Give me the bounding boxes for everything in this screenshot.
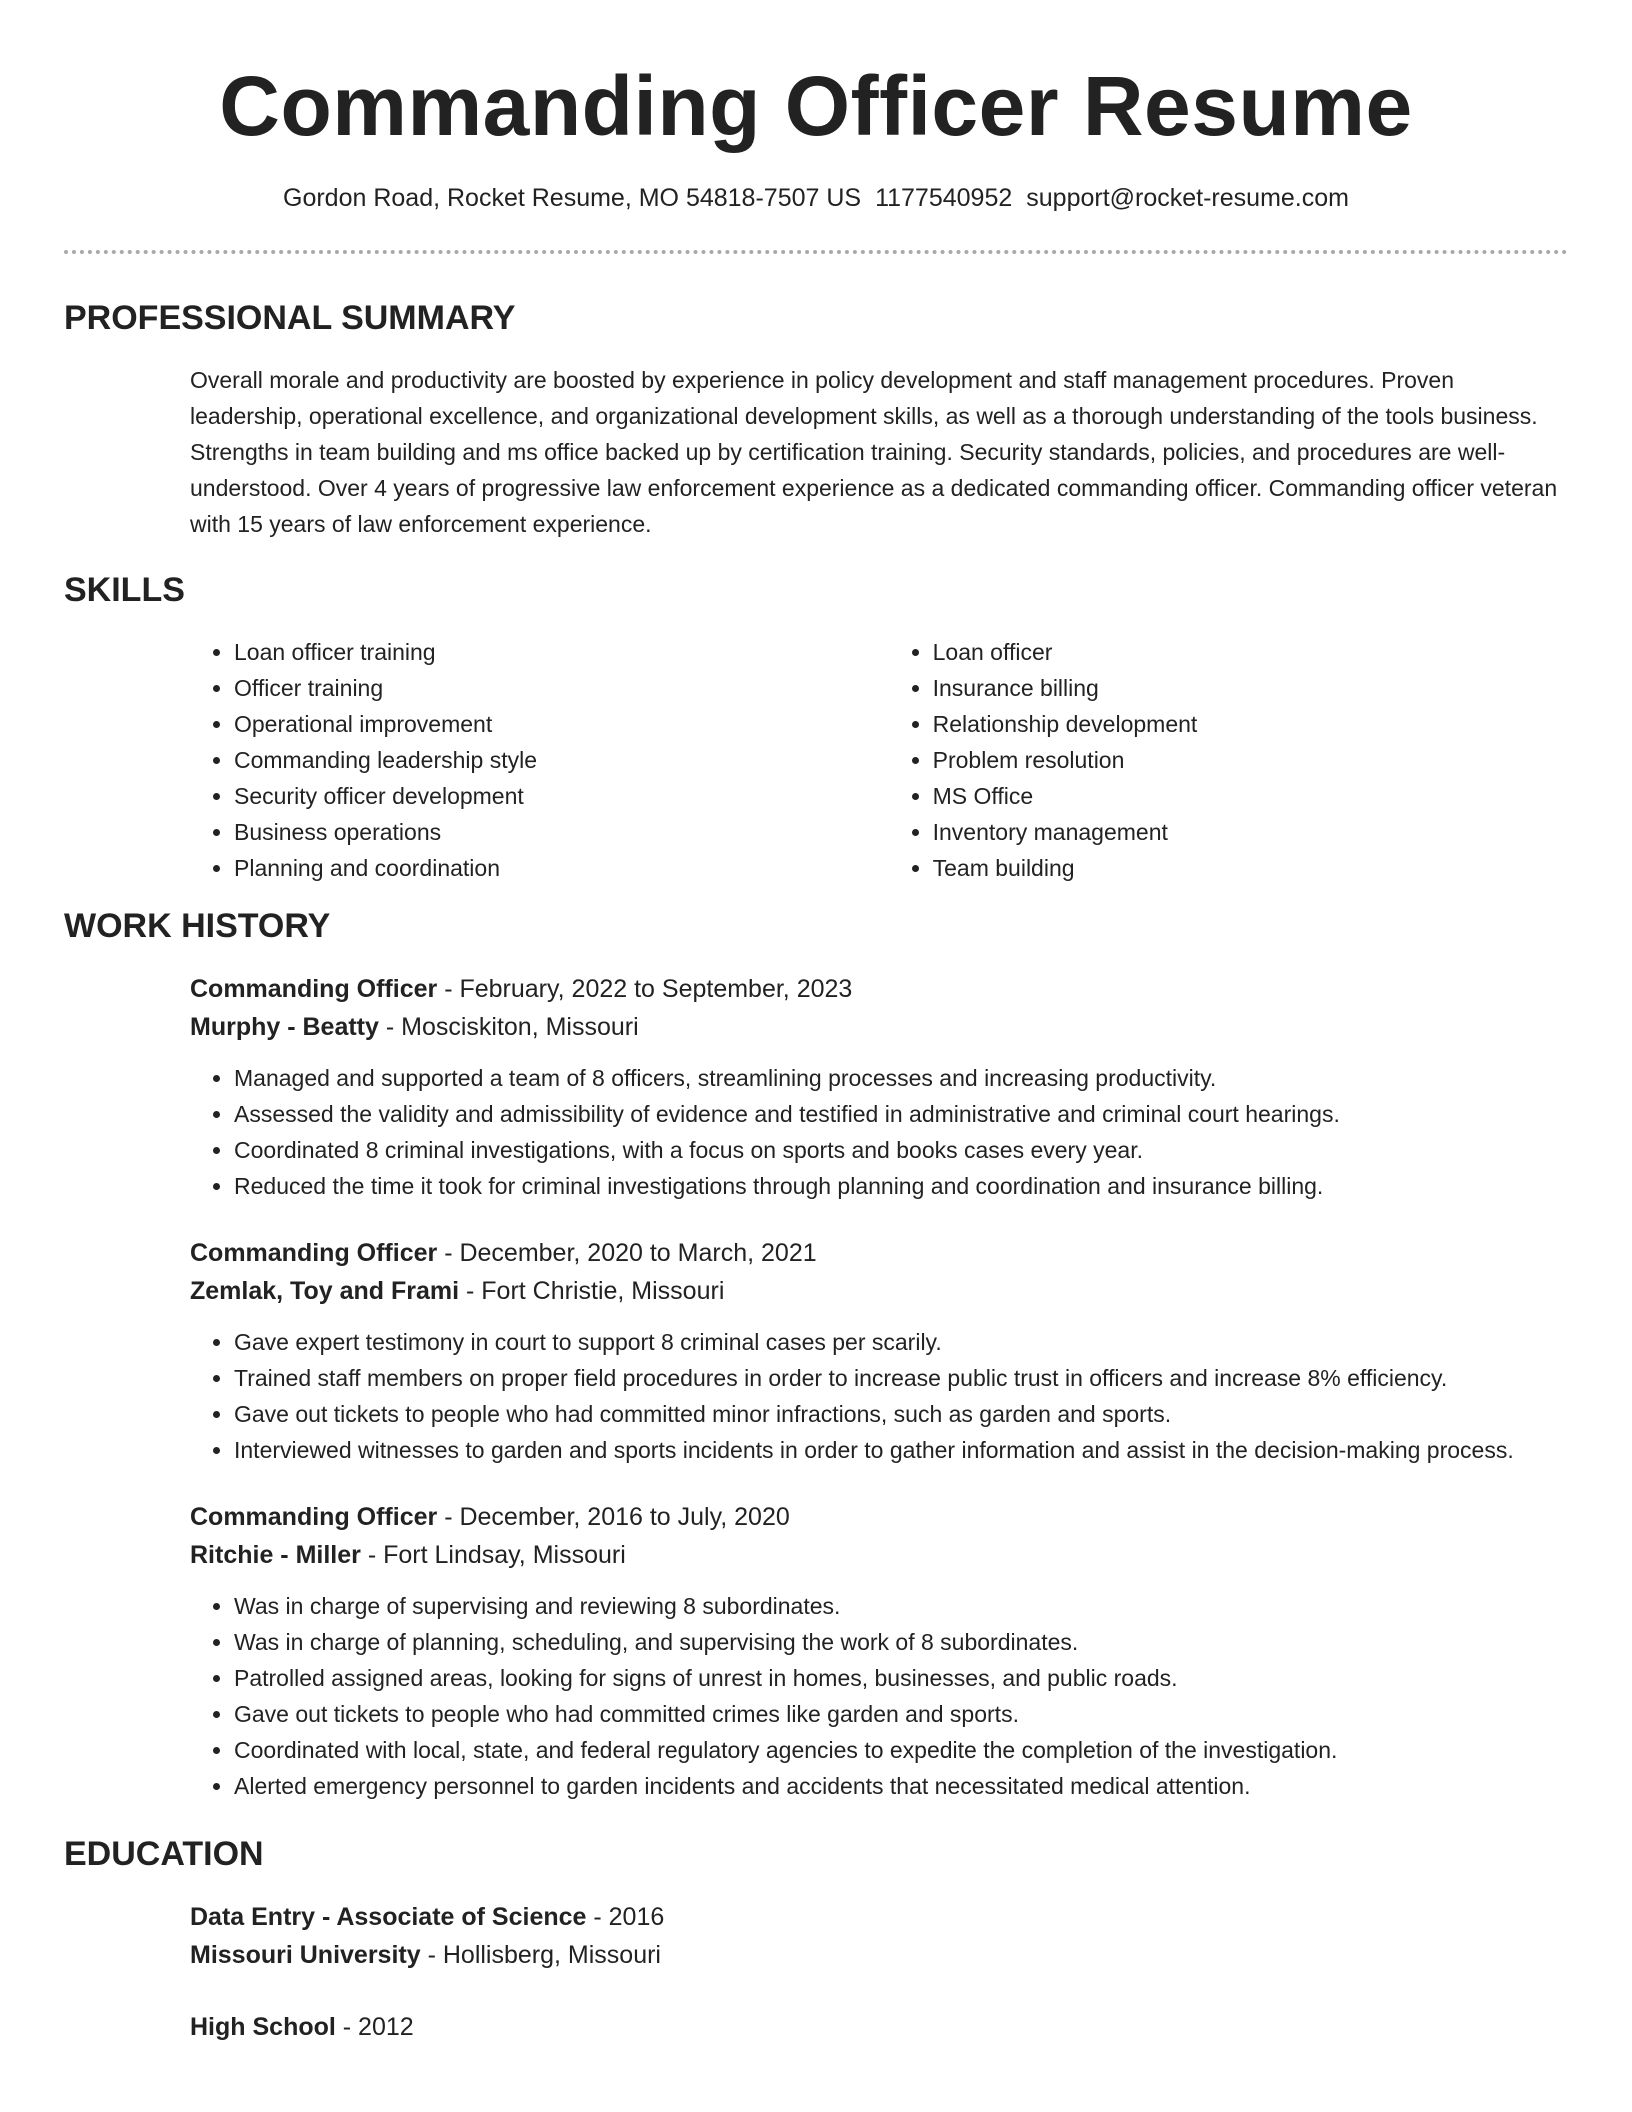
education-school: Missouri University (190, 1941, 421, 1969)
job-title: Commanding Officer (190, 1239, 438, 1267)
skill-item: • Operational improvement (234, 706, 889, 742)
job-company-line (190, 1536, 1568, 1574)
summary-heading: PROFESSIONAL SUMMARY (64, 299, 516, 337)
job-bullets (190, 1060, 1568, 1204)
education-school-line (190, 1936, 1568, 1974)
education-location: - Hollisberg, Missouri (420, 1941, 661, 1969)
education-entry (190, 2008, 1568, 2046)
header-divider (64, 250, 1568, 254)
job-company: Ritchie - Miller (190, 1541, 361, 1569)
education-degree-line (190, 2008, 1568, 2046)
job-location: - Fort Christie, Missouri (459, 1277, 725, 1305)
job-location: - Mosciskiton, Missouri (378, 1013, 639, 1041)
skills-columns (190, 634, 1568, 886)
skill-item: • Loan officer training (234, 634, 889, 670)
skills-right-list (889, 634, 1568, 886)
work-heading: WORK HISTORY (64, 907, 331, 945)
education-heading: EDUCATION (64, 1835, 264, 1873)
job-title: Commanding Officer (190, 975, 438, 1003)
job-entry (190, 970, 1568, 1204)
skill-item: • Problem resolution (933, 742, 1568, 778)
skill-item: • Inventory management (933, 814, 1568, 850)
education-year: - 2012 (335, 2013, 414, 2041)
job-bullets (190, 1324, 1568, 1468)
job-location: - Fort Lindsay, Missouri (360, 1541, 626, 1569)
resume-title: Commanding Officer Resume (219, 59, 1413, 153)
skill-item: • Business operations (234, 814, 889, 850)
education-year: - 2016 (586, 1903, 665, 1931)
job-bullet: • Gave expert testimony in court to support 8 criminal cases per scarily. (234, 1324, 1568, 1360)
summary-text: Overall morale and productivity are boosted by experience in policy development and staff management procedures. Proven leadership, operational excellence, and organizational development skills, as well as a thorough understanding of the tools business. Strengths in team building and ms office backed up by certification training. Security standards, policies, and procedures are well-understood. Over 4 years of progressive law enforcement experience as a dedicated commanding officer. Commanding officer veteran with 15 years of law enforcement experience. (190, 367, 1558, 537)
skill-item: • Planning and coordination (234, 850, 889, 886)
job-bullet: • Trained staff members on proper field procedures in order to increase public trust in officers and increase 8% efficiency. (234, 1360, 1568, 1396)
job-bullet: • Gave out tickets to people who had committed minor infractions, such as garden and sports. (234, 1396, 1568, 1432)
job-title-line (190, 970, 1568, 1008)
job-company: Murphy - Beatty (190, 1013, 379, 1041)
skill-item: • MS Office (933, 778, 1568, 814)
job-title-line (190, 1498, 1568, 1536)
job-bullet: • Coordinated with local, state, and federal regulatory agencies to expedite the completion of the investigation. (234, 1732, 1568, 1768)
skills-section (64, 570, 1568, 886)
job-bullet: • Coordinated 8 criminal investigations, with a focus on sports and books cases every year. (234, 1132, 1568, 1168)
job-bullet: • Reduced the time it took for criminal investigations through planning and coordination and insurance billing. (234, 1168, 1568, 1204)
job-bullet: • Gave out tickets to people who had committed crimes like garden and sports. (234, 1696, 1568, 1732)
job-title-line (190, 1234, 1568, 1272)
job-dates: - February, 2022 to September, 2023 (437, 975, 853, 1003)
contact-line (64, 182, 1568, 214)
job-dates: - December, 2020 to March, 2021 (437, 1239, 817, 1267)
job-bullets (190, 1588, 1568, 1804)
job-bullet: • Patrolled assigned areas, looking for signs of unrest in homes, businesses, and public roads. (234, 1660, 1568, 1696)
work-section (64, 906, 1568, 1804)
contact-email: support@rocket-resume.com (1026, 184, 1349, 212)
skill-item: • Security officer development (234, 778, 889, 814)
contact-phone: 1177540952 (875, 184, 1013, 212)
job-title: Commanding Officer (190, 1503, 438, 1531)
education-degree-line (190, 1898, 1568, 1936)
skill-item: • Officer training (234, 670, 889, 706)
skills-left-list (190, 634, 889, 886)
skill-item: • Relationship development (933, 706, 1568, 742)
skill-item: • Team building (933, 850, 1568, 886)
job-company-line (190, 1272, 1568, 1310)
education-entry (190, 1898, 1568, 1974)
job-bullet: • Assessed the validity and admissibility of evidence and testified in administrative and criminal court hearings. (234, 1096, 1568, 1132)
job-bullet: • Alerted emergency personnel to garden incidents and accidents that necessitated medical attention. (234, 1768, 1568, 1804)
job-entry (190, 1234, 1568, 1468)
contact-address: Gordon Road, Rocket Resume, MO 54818-7507 US (283, 184, 862, 212)
skill-item: • Commanding leadership style (234, 742, 889, 778)
education-degree: High School (190, 2013, 336, 2041)
job-dates: - December, 2016 to July, 2020 (437, 1503, 790, 1531)
summary-section (64, 298, 1568, 542)
job-company-line (190, 1008, 1568, 1046)
skill-item: • Insurance billing (933, 670, 1568, 706)
job-bullet: • Was in charge of supervising and reviewing 8 subordinates. (234, 1588, 1568, 1624)
job-entry (190, 1498, 1568, 1804)
skill-item: • Loan officer (933, 634, 1568, 670)
skills-heading: SKILLS (64, 571, 185, 609)
job-company: Zemlak, Toy and Frami (190, 1277, 460, 1305)
education-degree: Data Entry - Associate of Science (190, 1903, 587, 1931)
job-bullet: • Managed and supported a team of 8 officers, streamlining processes and increasing productivity. (234, 1060, 1568, 1096)
job-bullet: • Was in charge of planning, scheduling, and supervising the work of 8 subordinates. (234, 1624, 1568, 1660)
job-bullet: • Interviewed witnesses to garden and sports incidents in order to gather information and assist in the decision-making process. (234, 1432, 1568, 1468)
education-section (64, 1834, 1568, 2046)
